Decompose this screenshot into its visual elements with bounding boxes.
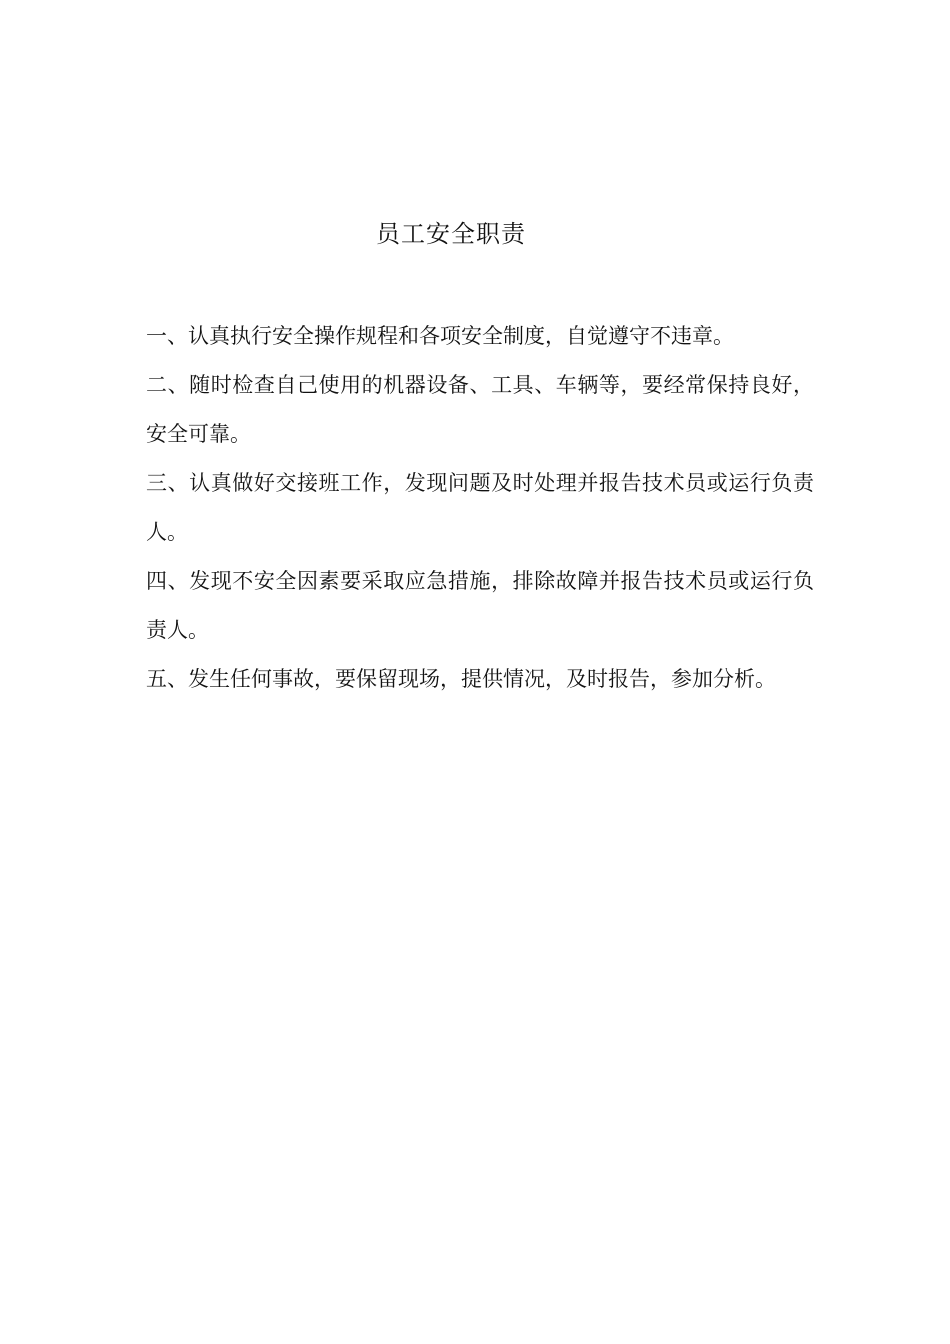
clause-4: 四、发现不安全因素要采取应急措施，排除故障并报告技术员或运行负责人。	[146, 569, 814, 642]
page-title: 员工安全职责	[376, 220, 526, 248]
clause-3: 三、认真做好交接班工作，发现问题及时处理并报告技术员或运行负责人。	[146, 471, 814, 544]
document-body	[146, 312, 814, 704]
clause-2: 二、随时检查自己使用的机器设备、工具、车辆等，要经常保持良好，安全可靠。	[146, 373, 814, 446]
clause-1: 一、认真执行安全操作规程和各项安全制度，自觉遵守不违章。	[146, 324, 734, 348]
clause-5: 五、发生任何事故，要保留现场，提供情况，及时报告，参加分析。	[146, 667, 776, 691]
